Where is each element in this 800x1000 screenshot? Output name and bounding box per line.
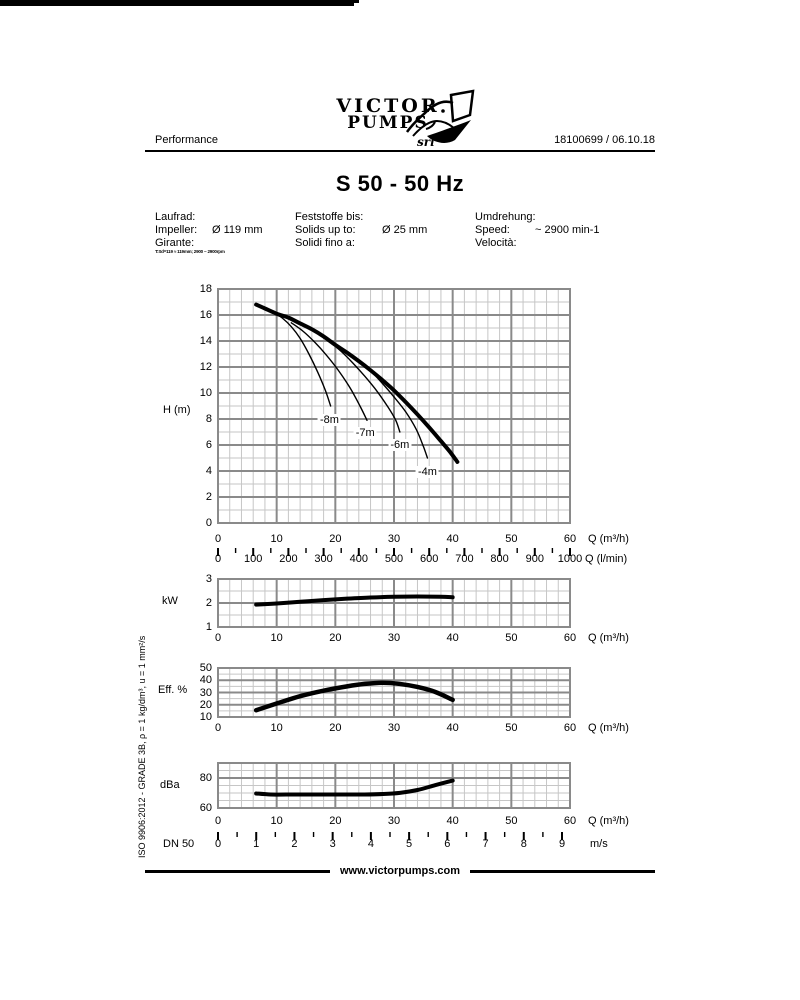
kw-x-tick-label: 0: [214, 632, 222, 644]
lmin-tick-label: 200: [279, 553, 298, 565]
eff-y-tick-label: 50: [199, 662, 212, 674]
dba-x-tick-label: 30: [387, 815, 401, 827]
kw-x-tick-label: 10: [270, 632, 283, 644]
spec-impeller-value: Ø 119 mm: [212, 224, 263, 236]
dba-x-tick-label: 0: [214, 815, 222, 827]
spec-impeller-de: Laufrad:: [155, 211, 196, 223]
head-y-tick-label: 0: [205, 517, 212, 529]
head-y-tick-label: 16: [199, 309, 212, 321]
head-x-tick-label: 30: [387, 533, 401, 545]
kw-x-axis-unit: Q (m³/h): [588, 632, 629, 644]
eff-y-tick-label: 40: [199, 674, 212, 687]
spec-solids-it: Solidi fino a:: [295, 237, 355, 249]
kw-x-tick-label: 60: [563, 632, 577, 644]
eff-y-tick-label: 30: [199, 686, 212, 699]
head-x-tick-label: 60: [563, 533, 577, 545]
ms-tick-label: 5: [406, 838, 413, 850]
eff-x-axis-unit: Q (m³/h): [588, 722, 629, 734]
dba-x-tick-label: 50: [505, 815, 518, 827]
head-y-tick-label: 18: [199, 283, 212, 295]
lmin-axis-unit: Q (l/min): [585, 553, 628, 565]
head-x-tick-label: 20: [329, 533, 342, 545]
spec-speed-en: Speed:: [475, 224, 510, 236]
footer-url: www.victorpumps.com: [340, 865, 461, 877]
eff-x-tick-label: 40: [446, 722, 459, 734]
ms-axis-prefix: DN 50: [163, 838, 195, 850]
spec-solids-en: Solids up to:: [295, 224, 356, 236]
logo-srl: srl: [417, 135, 435, 149]
head-x-tick-label: 0: [214, 533, 222, 545]
iso-standard-note: ISO 9906:2012 - GRADE 3B, ρ = 1 kg/dm³, u = 1 mm²/s: [137, 635, 147, 858]
lmin-tick-label: 400: [349, 553, 368, 565]
eff-x-tick-label: 60: [563, 722, 577, 734]
head-x-axis-unit: Q (m³/h): [588, 533, 629, 545]
spec-speed-it: Velocità:: [475, 237, 517, 249]
noise-curve: [256, 781, 453, 795]
lmin-tick-label: 900: [525, 553, 544, 565]
footer-rule-right: [470, 870, 655, 873]
head-y-tick-label: 4: [205, 465, 212, 477]
dba-y-tick-label: 60: [199, 802, 212, 814]
spec-solids-de: Feststoffe bis:: [295, 211, 364, 223]
eff-y-axis-label: Eff. %: [158, 684, 188, 696]
dba-x-tick-label: 10: [270, 815, 283, 827]
lmin-tick-label: 500: [384, 553, 404, 565]
spec-impeller-en: Impeller:: [155, 224, 198, 236]
dba-y-axis-label: dBa: [160, 779, 180, 791]
kw-chart: [218, 579, 570, 627]
dba-x-tick-label: 20: [329, 815, 342, 827]
head-chart: [218, 289, 570, 523]
ms-tick-label: 7: [482, 838, 489, 850]
spec-speed-labels: [475, 211, 536, 250]
eff-y-tick-label: 10: [199, 711, 212, 723]
eff-x-tick-label: 50: [505, 722, 518, 734]
head-y-tick-label: 10: [199, 387, 212, 399]
kw-x-tick-label: 50: [505, 632, 518, 644]
header-left-label: Performance: [155, 134, 218, 146]
head-y-tick-label: 12: [199, 361, 212, 373]
footer-bar: [145, 865, 655, 877]
dba-y-tick-label: 80: [199, 772, 212, 784]
kw-y-axis-label: kW: [162, 595, 178, 607]
eff-chart: [218, 668, 570, 717]
head-y-tick-label: 6: [205, 439, 212, 451]
lmin-tick-label: 100: [244, 553, 263, 565]
ms-tick-label: 1: [253, 838, 260, 850]
page-title: S 50 - 50 Hz: [335, 171, 465, 196]
ms-tick-label: 8: [520, 838, 527, 850]
ms-axis-line: [0, 3, 354, 6]
lmin-tick-label: 300: [314, 553, 333, 565]
lmin-tick-label: 0: [214, 553, 222, 565]
head-y-axis-label: H (m): [163, 404, 191, 416]
kw-y-tick-label: 1: [205, 621, 212, 633]
spec-solids-value: Ø 25 mm: [382, 224, 428, 236]
kw-x-tick-label: 40: [446, 632, 459, 644]
eff-x-tick-label: 30: [387, 722, 401, 734]
suction-limit-8m-label: -8m: [319, 414, 339, 427]
logo-line2: PUMPS: [347, 113, 429, 133]
head-x-tick-label: 40: [446, 533, 459, 545]
kw-x-tick-label: 20: [329, 632, 342, 644]
dba-x-tick-label: 40: [446, 815, 459, 827]
ms-tick-label: 3: [329, 838, 336, 850]
kw-x-tick-label: 30: [387, 632, 401, 644]
header-doc-number: 18100699 / 06.10.18: [554, 134, 655, 146]
lmin-tick-label: 600: [420, 553, 439, 565]
head-y-tick-label: 8: [205, 413, 212, 425]
ms-axis-unit: m/s: [590, 838, 608, 850]
spec-impeller-it: Girante:: [155, 237, 195, 249]
eff-x-tick-label: 10: [270, 722, 283, 734]
eff-x-tick-label: 0: [214, 722, 222, 734]
dba-x-tick-label: 60: [563, 815, 577, 827]
suction-limit-7m-label: -7m: [355, 427, 375, 440]
eff-y-tick-label: 20: [199, 698, 212, 711]
eff-x-tick-label: 20: [329, 722, 342, 734]
suction-limit-4m-label: -4m: [417, 466, 437, 479]
ms-tick-label: 2: [291, 838, 298, 850]
spec-speed-value: ~ 2900 min-1: [535, 224, 600, 236]
dba-x-axis-unit: Q (m³/h): [588, 815, 629, 827]
ms-tick-label: 0: [214, 838, 222, 850]
head-y-tick-label: 2: [205, 491, 212, 503]
logo-line1: VICTOR: [336, 95, 440, 117]
ms-tick-label: 4: [367, 838, 374, 850]
lmin-tick-label: 700: [455, 553, 474, 565]
spec-speed-de: Umdrehung:: [475, 211, 536, 223]
ms-tick-label: 6: [444, 838, 451, 850]
header-rule: [145, 150, 655, 152]
ms-tick-label: 9: [558, 838, 566, 850]
kw-y-tick-label: 2: [205, 597, 212, 609]
head-x-tick-label: 50: [505, 533, 518, 545]
spec-impeller-labels: [155, 211, 197, 250]
lmin-tick-label: 1000: [557, 553, 583, 565]
head-x-tick-label: 10: [270, 533, 283, 545]
head-y-tick-label: 14: [199, 335, 212, 347]
suction-limit-6m-label: -6m: [390, 439, 410, 451]
spec-solids-labels: [295, 211, 363, 250]
footer-rule-left: [145, 870, 330, 873]
lmin-tick-label: 800: [490, 553, 509, 565]
dba-chart: [218, 763, 570, 808]
kw-y-tick-label: 3: [205, 573, 212, 585]
spec-test-note: T:Sd=119 ≈ 119mm; 2900 ~ 2900rpm: [155, 249, 225, 254]
